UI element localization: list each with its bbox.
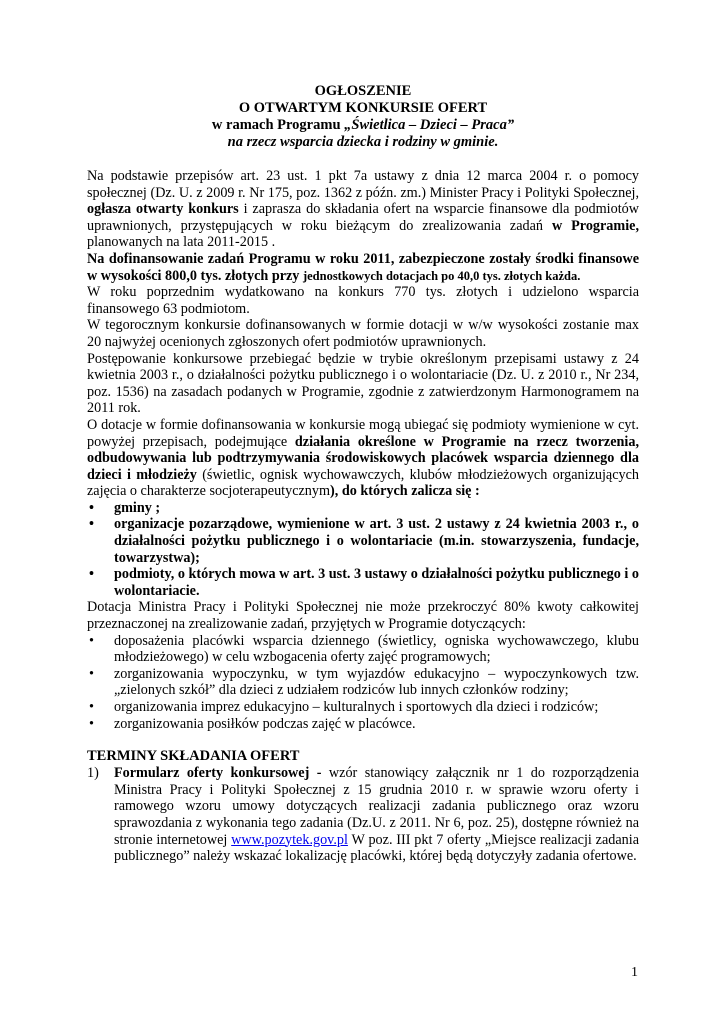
item-bold: Formularz oferty konkursowej - — [114, 765, 322, 782]
bullet-icon: • — [89, 715, 94, 732]
current-year-paragraph: W tegorocznym konkursie dofinansowanych w formie dotacji w w/w wysokości zostanie max 20 najwyżej ocenionych zgłoszonych ofert podmiotów uprawnionych. — [87, 317, 639, 350]
title-contest: O OTWARTYM KONKURSIE OFERT — [238, 100, 488, 116]
deadlines-heading: TERMINY SKŁADANIA OFERT — [87, 748, 300, 765]
document-page — [87, 83, 639, 865]
eligibility-bold-2: ), do których zalicza się : — [330, 483, 480, 500]
list-item-text: zorganizowania posiłków podczas zajęć w placówce. — [114, 715, 416, 732]
list-item-text: doposażenia placówki wsparcia dziennego (świetlicy, ogniska wychowawczego, klubu młodzieżowego) w celu wzbogacenia oferty zajęć programowych; — [114, 632, 639, 666]
intro-paragraph — [87, 168, 639, 251]
list-item — [87, 633, 639, 666]
grant-purposes-list — [87, 633, 639, 733]
list-item — [87, 699, 639, 716]
list-item-text: zorganizowania wypoczynku, w tym wyjazdów edukacyjno – wypoczynkowych tzw. „zielonych szkół” dla dzieci z udziałem rodziców lub innych członków rodziny; — [114, 665, 639, 699]
title-program-name: „Świetlica – Dzieci – Praca” — [344, 117, 515, 133]
list-item-text: podmioty, o których mowa w art. 3 ust. 3 ustawy o działalności pożytku publicznego i o wolontariacie. — [114, 566, 639, 599]
deadlines-list — [87, 765, 639, 865]
eligibility-text-1: O dotacje w formie dofinansowania w konkursie mogą ubiegać się podmioty wymienione w cyt. powyżej przepisach, podejmujące — [87, 416, 639, 450]
title-announcement: OGŁOSZENIE — [314, 83, 412, 99]
grant-paragraph: Dotacja Ministra Pracy i Polityki Społecznej nie może przekroczyć 80% kwoty całkowitej przeznaczonej na zrealizowanie zadań, przyjętych w Programie dotyczących: — [87, 599, 639, 633]
list-item-text: organizacje pozarządowe, wymienione w art. 3 ust. 2 ustawy z 24 kwietnia 2003 r., o działalności pożytku publicznego i o wolontariacie (m.in. stowarzyszenia, fundacje, towarzystwa); — [114, 516, 639, 566]
bullet-icon: • — [89, 699, 94, 715]
list-item-text: organizowania imprez edukacyjno – kulturalnych i sportowych dla dzieci i rodziców; — [114, 699, 599, 715]
funding-bold-small: jednostkowych dotacjach po 40,0 tys. złotych każda. — [302, 268, 581, 283]
intro-text-1: Na podstawie przepisów art. 23 ust. 1 pkt 7a ustawy z dnia 12 marca 2004 r. o pomocy społecznej (Dz. U. z 2009 r. Nr 175, poz. 1362 z późn. zm.) Minister Pracy i Polityki Społecznej, — [87, 168, 639, 201]
list-item — [87, 716, 639, 733]
bullet-icon: • — [89, 499, 94, 516]
list-item-text: gminy ; — [114, 499, 161, 516]
intro-bold-2: w Programie, — [551, 217, 639, 234]
document-title — [87, 83, 639, 151]
eligibility-text-2: (świetlic, ognisk wychowawczych, klubów młodzieżowych organizujących zajęcia o charakterze socjoterapeutycznym — [87, 466, 640, 500]
list-item — [87, 566, 639, 599]
title-purpose: na rzecz wsparcia dziecka i rodziny w gminie. — [227, 134, 499, 150]
funding-paragraph — [87, 251, 639, 284]
procedure-paragraph: Postępowanie konkursowe przebiegać będzie w trybie określonym przepisami ustawy z 24 kwietnia 2003 r., o działalności pożytku publicznego i o wolontariacie (Dz. U. z 2010 r., Nr 234, poz. 1536) na zasadach podanych w Programie, zgodnie z zatwierdzonym Harmonogramem na 2011 rok. — [87, 350, 639, 417]
previous-year-paragraph: W roku poprzednim wydatkowano na konkurs 770 tys. złotych i udzielono wsparcia finansowego 63 podmiotom. — [87, 284, 639, 317]
bullet-icon: • — [89, 632, 94, 649]
bullet-icon: • — [89, 566, 94, 583]
page-number: 1 — [631, 965, 638, 980]
title-program — [87, 117, 639, 134]
item-text-2: W poz. III pkt 7 oferty „Miejsce realizacji zadania publicznego” należy wskazać lokalizację placówki, której będą dotyczyły zadania ofertowe. — [114, 831, 639, 865]
eligibility-paragraph — [87, 417, 639, 500]
intro-text-2: i zaprasza do składania ofert na wsparcie finansowe dla podmiotów uprawnionych, przystępujących w roku bieżącym do zrealizowania zadań — [87, 201, 639, 234]
intro-bold-1: ogłasza otwarty konkurs — [87, 201, 239, 218]
title-program-prefix: w ramach Programu — [211, 117, 345, 133]
eligibility-bold-1: działania określone w Programie na rzecz tworzenia, odbudowywania lub podtrzymywania środowiskowych placówek wsparcia dziennego dla dzieci i młodzieży — [87, 433, 639, 483]
list-item — [87, 765, 639, 865]
list-item — [87, 500, 639, 517]
item-number: 1) — [87, 765, 99, 782]
pozytek-link[interactable]: www.pozytek.gov.pl — [231, 831, 348, 848]
eligible-entities-list — [87, 500, 639, 600]
list-item — [87, 666, 639, 699]
item-text-1: wzór stanowiący załącznik nr 1 do rozporządzenia Ministra Pracy i Polityki Społecznej z 15 grudnia 2010 r. w sprawie wzoru oferty i ramowego wzoru umowy dotyczących realizacji zadania publicznego oraz wzoru sprawozdania z wykonania tego zadania (Dz.U. z 2011. Nr 6, poz. 25), dostępne również na stronie internetowej — [114, 765, 639, 848]
bullet-icon: • — [89, 665, 94, 682]
list-item — [87, 516, 639, 566]
bullet-icon: • — [89, 516, 94, 533]
funding-bold: Na dofinansowanie zadań Programu w roku 2011, zabezpieczone zostały środki finansowe w wysokości 800,0 tys. złotych przy — [87, 250, 639, 284]
intro-text-3: planowanych na lata 2011-2015 . — [87, 234, 276, 251]
